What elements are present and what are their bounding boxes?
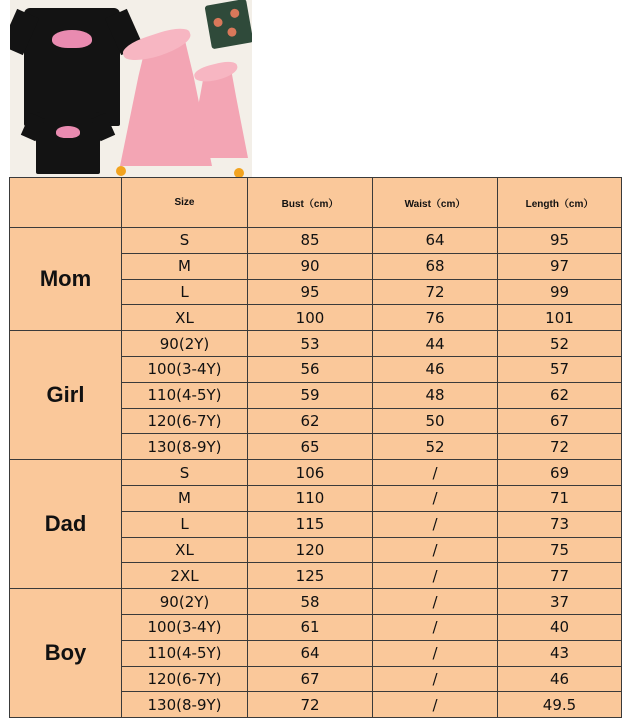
bust-cell: 65 <box>248 434 373 460</box>
size-cell: 130(8-9Y) <box>122 692 248 718</box>
length-cell: 37 <box>498 589 622 615</box>
waist-cell: 46 <box>373 356 498 382</box>
bust-cell: 90 <box>248 253 373 279</box>
header-length: Length（cm） <box>498 178 622 228</box>
group-label-boy: Boy <box>10 589 122 718</box>
waist-cell: 76 <box>373 305 498 331</box>
flower-decoration <box>116 166 126 176</box>
bust-cell: 110 <box>248 485 373 511</box>
waist-cell: 72 <box>373 279 498 305</box>
length-cell: 99 <box>498 279 622 305</box>
length-cell: 49.5 <box>498 692 622 718</box>
waist-cell: / <box>373 511 498 537</box>
length-cell: 95 <box>498 228 622 254</box>
size-cell: 2XL <box>122 563 248 589</box>
size-cell: 100(3-4Y) <box>122 356 248 382</box>
header-bust: Bust（cm） <box>248 178 373 228</box>
bust-cell: 95 <box>248 279 373 305</box>
waist-cell: / <box>373 460 498 486</box>
bust-cell: 53 <box>248 331 373 357</box>
length-cell: 77 <box>498 563 622 589</box>
table-row <box>10 228 622 254</box>
size-chart-table <box>9 177 622 718</box>
header-size: Size <box>122 178 248 228</box>
black-tshirt-adult <box>24 8 120 126</box>
waist-cell: / <box>373 537 498 563</box>
length-cell: 101 <box>498 305 622 331</box>
group-label-girl: Girl <box>10 331 122 460</box>
waist-cell: 48 <box>373 382 498 408</box>
size-cell: 120(6-7Y) <box>122 666 248 692</box>
waist-cell: / <box>373 485 498 511</box>
size-cell: 110(4-5Y) <box>122 640 248 666</box>
waist-cell: 52 <box>373 434 498 460</box>
bust-cell: 62 <box>248 408 373 434</box>
length-cell: 43 <box>498 640 622 666</box>
length-cell: 97 <box>498 253 622 279</box>
waist-cell: 64 <box>373 228 498 254</box>
bust-cell: 61 <box>248 614 373 640</box>
group-label-dad: Dad <box>10 460 122 589</box>
size-cell: M <box>122 485 248 511</box>
bust-cell: 100 <box>248 305 373 331</box>
bust-cell: 67 <box>248 666 373 692</box>
header-blank <box>10 178 122 228</box>
waist-cell: / <box>373 563 498 589</box>
bust-cell: 72 <box>248 692 373 718</box>
bust-cell: 85 <box>248 228 373 254</box>
size-cell: 120(6-7Y) <box>122 408 248 434</box>
size-cell: 110(4-5Y) <box>122 382 248 408</box>
size-cell: 130(8-9Y) <box>122 434 248 460</box>
waist-cell: / <box>373 589 498 615</box>
flower-decoration <box>234 168 244 177</box>
header-row <box>10 178 622 228</box>
length-cell: 71 <box>498 485 622 511</box>
size-cell: 90(2Y) <box>122 589 248 615</box>
size-cell: L <box>122 511 248 537</box>
size-cell: XL <box>122 537 248 563</box>
size-cell: S <box>122 460 248 486</box>
bust-cell: 64 <box>248 640 373 666</box>
bust-cell: 115 <box>248 511 373 537</box>
size-cell: S <box>122 228 248 254</box>
waist-cell: 44 <box>373 331 498 357</box>
bust-cell: 106 <box>248 460 373 486</box>
bust-cell: 125 <box>248 563 373 589</box>
table-row <box>10 331 622 357</box>
product-photo <box>10 0 252 177</box>
waist-cell: / <box>373 640 498 666</box>
length-cell: 72 <box>498 434 622 460</box>
length-cell: 75 <box>498 537 622 563</box>
size-cell: XL <box>122 305 248 331</box>
length-cell: 46 <box>498 666 622 692</box>
length-cell: 40 <box>498 614 622 640</box>
waist-cell: 50 <box>373 408 498 434</box>
size-cell: L <box>122 279 248 305</box>
waist-cell: / <box>373 614 498 640</box>
length-cell: 52 <box>498 331 622 357</box>
group-label-mom: Mom <box>10 228 122 331</box>
waist-cell: 68 <box>373 253 498 279</box>
pink-dress-child <box>188 70 248 158</box>
black-tshirt-child <box>36 112 100 174</box>
length-cell: 73 <box>498 511 622 537</box>
length-cell: 67 <box>498 408 622 434</box>
length-cell: 57 <box>498 356 622 382</box>
length-cell: 62 <box>498 382 622 408</box>
bust-cell: 56 <box>248 356 373 382</box>
table-row <box>10 589 622 615</box>
length-cell: 69 <box>498 460 622 486</box>
bust-cell: 59 <box>248 382 373 408</box>
bust-cell: 58 <box>248 589 373 615</box>
leaf-card-decoration <box>204 0 252 49</box>
size-cell: 100(3-4Y) <box>122 614 248 640</box>
size-cell: M <box>122 253 248 279</box>
waist-cell: / <box>373 692 498 718</box>
bust-cell: 120 <box>248 537 373 563</box>
waist-cell: / <box>373 666 498 692</box>
size-cell: 90(2Y) <box>122 331 248 357</box>
table-row <box>10 460 622 486</box>
header-waist: Waist（cm） <box>373 178 498 228</box>
